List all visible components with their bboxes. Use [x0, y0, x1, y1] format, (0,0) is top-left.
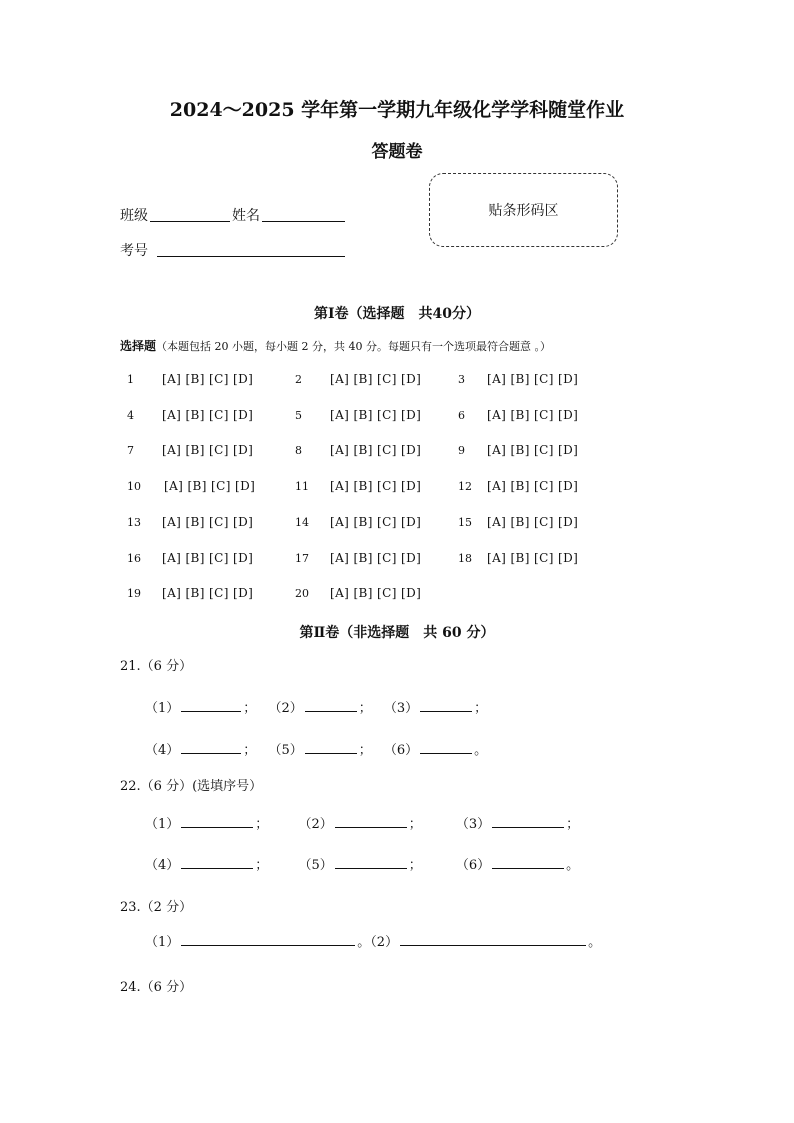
answer-blank[interactable] [181, 814, 253, 828]
q22-item-1: （1） [145, 817, 180, 832]
mc-question-number: 9 [458, 444, 465, 458]
mc-question-number: 16 [127, 551, 141, 565]
name-field[interactable] [262, 221, 345, 222]
mc-question-number: 10 [127, 480, 141, 494]
answer-blank[interactable] [335, 814, 407, 828]
q23-row: （1） 。（2） 。 [145, 931, 601, 950]
q21-row-2: （4） ； （5） ； （6） 。 [145, 739, 487, 758]
answer-blank[interactable] [492, 855, 564, 869]
answer-blank[interactable] [181, 932, 355, 946]
mc-answer-options[interactable]: [A] [B] [C] [D] [330, 443, 422, 458]
mc-answer-options[interactable]: [A] [B] [C] [D] [487, 550, 579, 565]
q22-item-6: （6） [455, 858, 491, 873]
mc-answer-options[interactable]: [A] [B] [C] [D] [162, 514, 254, 529]
mc-question-number: 17 [295, 551, 309, 565]
q22-row-1: （1） ； （2） ； （3） ； [145, 813, 579, 832]
part1-instructions [120, 337, 551, 354]
mc-answer-options[interactable]: [A] [B] [C] [D] [487, 372, 579, 386]
mc-question-number: 15 [458, 515, 472, 529]
answer-blank[interactable] [400, 932, 586, 946]
page-title: 2024～2025 学年第一学期九年级化学学科随堂作业 [169, 99, 625, 121]
mc-answer-options[interactable]: [A] [B] [C] [D] [487, 514, 579, 529]
mc-answer-options[interactable]: [A] [B] [C] [D] [330, 372, 422, 386]
mc-answer-options[interactable]: [A] [B] [C] [D] [162, 372, 254, 386]
mc-answer-options[interactable]: [A] [B] [C] [D] [330, 550, 422, 565]
q21-item-2: （2） [268, 701, 303, 716]
q23-item-1: （1） [145, 935, 180, 950]
mc-question-number: 5 [295, 408, 302, 422]
mc-answer-options[interactable]: [A] [B] [C] [D] [330, 514, 422, 529]
mc-answer-options[interactable]: [A] [B] [C] [D] [162, 550, 254, 565]
instructions-text: （本题包括 20 小题，每小题 2 分，共 40 分。每题只有一个选项最符合题意 。） [156, 340, 551, 353]
exam-no-label: 考号 [120, 243, 148, 259]
class-field[interactable] [150, 221, 230, 222]
mc-answer-options[interactable]: [A] [B] [C] [D] [487, 479, 579, 494]
answer-blank[interactable] [305, 698, 357, 712]
answer-blank[interactable] [181, 698, 241, 712]
answer-blank[interactable] [335, 855, 407, 869]
mc-answer-options[interactable]: [A] [B] [C] [D] [330, 586, 422, 601]
q21-item-3: （3） [383, 701, 419, 716]
q21-row-1: （1） ； （2） ； （3） ； [145, 697, 487, 716]
mc-question-number: 13 [127, 515, 141, 529]
mc-answer-options[interactable]: [A] [B] [C] [D] [164, 479, 256, 494]
mc-answer-options[interactable]: [A] [B] [C] [D] [330, 407, 422, 422]
mc-answer-options[interactable]: [A] [B] [C] [D] [330, 479, 422, 494]
instructions-bold: 选择题 [120, 339, 157, 353]
mc-answer-options[interactable]: [A] [B] [C] [D] [487, 407, 579, 422]
mc-question-number: 3 [458, 373, 465, 386]
mc-question-number: 20 [295, 587, 309, 601]
mc-question-number: 8 [295, 444, 302, 458]
q22-label: 22.（6 分）(选填序号） [120, 779, 263, 794]
answer-blank[interactable] [305, 740, 357, 754]
mc-answer-options[interactable]: [A] [B] [C] [D] [162, 407, 254, 422]
q21-item-4: （4） [145, 743, 180, 758]
barcode-area-label: 贴条形码区 [488, 203, 559, 219]
mc-answer-options[interactable]: [A] [B] [C] [D] [162, 586, 254, 601]
mc-question-number: 14 [295, 515, 309, 529]
q21-item-1: （1） [145, 701, 180, 716]
mc-question-number: 2 [295, 373, 302, 386]
exam-no-field[interactable] [157, 256, 345, 257]
q23-item-2: （2） [370, 935, 399, 950]
q23-label: 23.（2 分） [120, 900, 193, 915]
part2-heading: 第Ⅱ卷（非选择题 共 60 分） [299, 625, 495, 641]
part1-heading: 第Ⅰ卷（选择题 共40分） [313, 306, 481, 322]
mc-question-number: 6 [458, 408, 465, 422]
answer-blank[interactable] [181, 740, 241, 754]
class-label: 班级 [120, 208, 148, 224]
answer-blank[interactable] [420, 740, 472, 754]
mc-question-number: 11 [295, 480, 309, 494]
mc-answer-options[interactable]: [A] [B] [C] [D] [162, 443, 254, 458]
mc-question-number: 19 [127, 587, 141, 601]
mc-question-number: 4 [127, 408, 134, 422]
q21-item-6: （6） [383, 743, 419, 758]
page-subtitle: 答题卷 [371, 142, 423, 162]
answer-blank[interactable] [492, 814, 564, 828]
mc-question-number: 12 [458, 480, 472, 494]
mc-question-number: 1 [127, 373, 134, 386]
q21-item-5: （5） [268, 743, 303, 758]
answer-blank[interactable] [181, 855, 253, 869]
q22-item-5: （5） [298, 858, 333, 873]
mc-answer-options[interactable]: [A] [B] [C] [D] [487, 443, 579, 458]
q22-item-3: （3） [455, 817, 491, 832]
answer-blank[interactable] [420, 698, 472, 712]
barcode-area [429, 173, 618, 247]
q24-label: 24.（6 分） [120, 980, 193, 995]
q22-item-4: （4） [145, 858, 180, 873]
q21-label: 21.（6 分） [120, 659, 193, 674]
q22-item-2: （2） [298, 817, 333, 832]
q22-row-2: （4） ； （5） ； （6） 。 [145, 854, 579, 873]
mc-question-number: 18 [458, 551, 472, 565]
mc-question-number: 7 [127, 444, 134, 458]
name-label: 姓名 [232, 208, 260, 224]
